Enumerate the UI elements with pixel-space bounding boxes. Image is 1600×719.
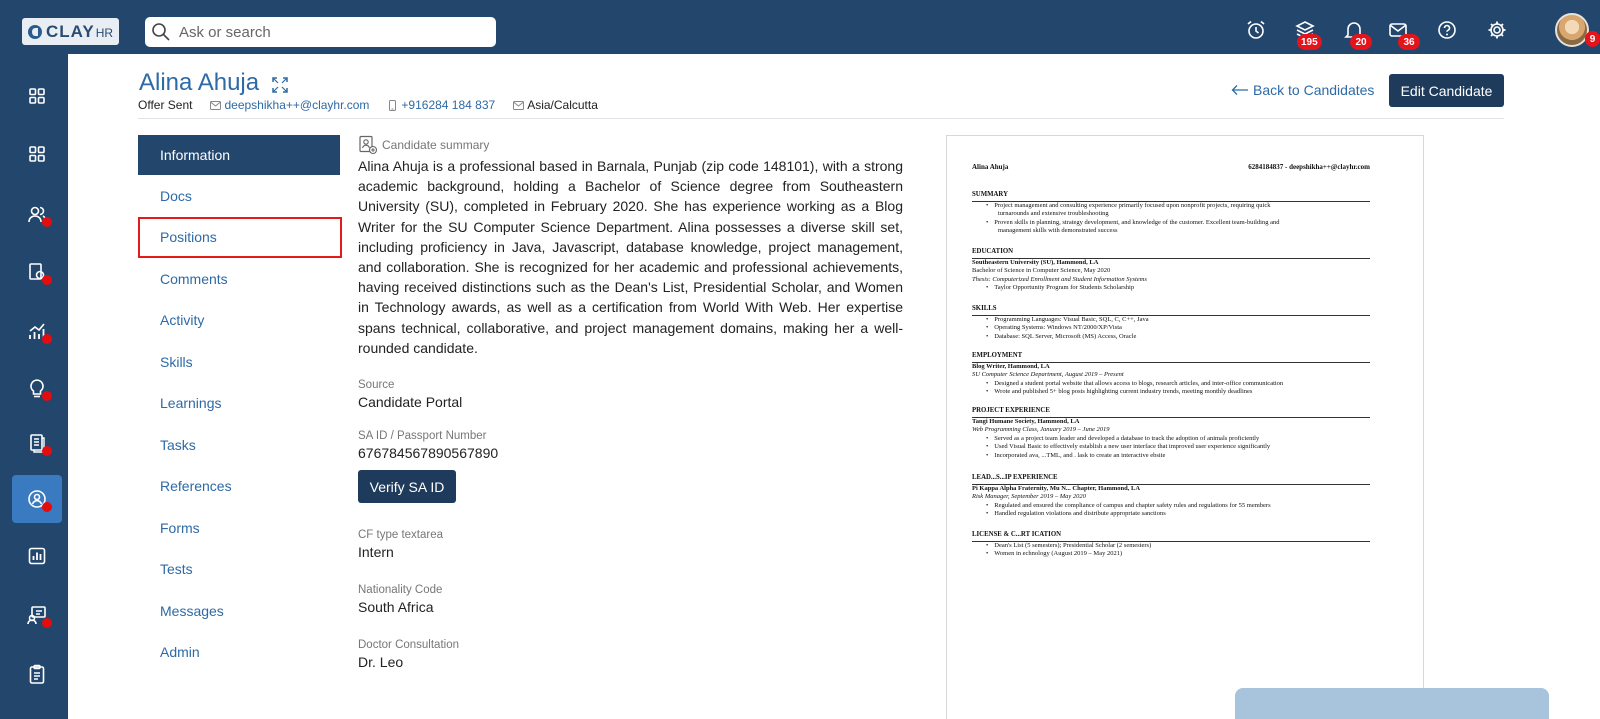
- resume-line: • Taylor Opportunity Program for Students Scholarship: [972, 284, 1370, 293]
- field-label: Doctor Consultation: [358, 639, 459, 652]
- resume-line: • Project management and consulting experience primarily focused upon nonprofit projects, requiring quick: [972, 202, 1370, 211]
- help-icon: [1436, 19, 1458, 41]
- notification-dot: [42, 391, 52, 401]
- notifications-badge: 20: [1350, 34, 1372, 50]
- candidate-subnav: [138, 135, 340, 673]
- resume-education-section: [972, 248, 1370, 293]
- resume-line: • Wrote and published 5+ blog posts highlighting current industry trends, meeting monthly deadlines: [972, 388, 1370, 397]
- sidebar-item-analytics[interactable]: [12, 307, 62, 355]
- nationality-field: [358, 584, 903, 615]
- email-link[interactable]: deepshikha++@clayhr.com: [224, 98, 370, 112]
- back-to-candidates-link[interactable]: [1231, 82, 1374, 98]
- doctor-field: [358, 639, 903, 670]
- reports-icon: [26, 545, 48, 567]
- resume-line: Bachelor of Science in Computer Science, May 2020: [972, 267, 1111, 275]
- tasks-badge: 195: [1297, 34, 1322, 50]
- resume-line: • Handled regulation violations and distribute appropriate sanctions: [972, 510, 1370, 519]
- summary-heading: [358, 135, 903, 155]
- alarm-clock-button[interactable]: [1243, 17, 1269, 43]
- resume-line: • Programming Languages: Visual Basic, SQL, C, C++, Java: [972, 316, 1370, 325]
- resume-line: • Database: SQL Server, Microsoft (MS) Access, Oracle: [972, 333, 1370, 342]
- resume-line: • Designed a student portal website that allows access to blogs, research articles, and inter-office communication: [972, 380, 1370, 389]
- clayhr-logo[interactable]: [22, 18, 119, 45]
- resume-header: [972, 163, 1370, 172]
- resume-section-title: EMPLOYMENT: [972, 352, 1370, 363]
- resume-line: turnarounds and extensive troubleshooting: [998, 210, 1109, 218]
- resume-section-title: LEAD...S...IP EXPERIENCE: [972, 474, 1370, 485]
- sidebar-item-interviews[interactable]: [12, 591, 62, 639]
- main-panel: [68, 54, 1600, 719]
- notification-dot: [42, 334, 52, 344]
- resume-contact: 6284184837 - deepshikha++@clayhr.com: [1248, 163, 1370, 171]
- resume-section-title: EDUCATION: [972, 248, 1370, 259]
- notification-dot: [42, 217, 52, 227]
- tab-information[interactable]: Information: [138, 135, 340, 175]
- resume-line: Southeastern University (SU), Hammond, LA: [972, 258, 1099, 266]
- sidebar-item-reports[interactable]: [12, 532, 62, 580]
- back-label: Back to Candidates: [1253, 82, 1375, 98]
- resume-line: Thesis: Computerized Enrollment and Student Information Systems: [972, 275, 1147, 283]
- user-avatar[interactable]: [1555, 13, 1589, 47]
- resume-line: Blog Writer, Hammond, LA: [972, 362, 1050, 370]
- cf-type-field: [358, 529, 903, 560]
- sidebar-item-candidate-search[interactable]: [12, 248, 62, 296]
- resume-section-title: PROJECT EXPERIENCE: [972, 407, 1370, 418]
- tab-admin[interactable]: Admin: [160, 644, 200, 661]
- resume-preview[interactable]: [946, 135, 1424, 719]
- tab-activity[interactable]: Activity: [160, 312, 205, 329]
- settings-button[interactable]: [1484, 17, 1510, 43]
- resume-project-section: [972, 407, 1370, 461]
- field-value: Intern: [358, 544, 394, 561]
- resume-license-section: [972, 531, 1370, 559]
- resume-line: • Operating Systems: Windows NT/2000/XP/Vista: [972, 324, 1370, 333]
- logo-suffix: HR: [95, 26, 114, 40]
- resume-line: SU Computer Science Department, August 2019 – Present: [972, 371, 1124, 379]
- resume-skills-section: [972, 305, 1370, 341]
- clipboard-icon: [26, 663, 48, 685]
- sidebar-item-candidates[interactable]: [12, 475, 62, 523]
- search-input[interactable]: [179, 24, 479, 41]
- sidebar-item-people[interactable]: [12, 190, 62, 238]
- top-bar: [0, 0, 1600, 54]
- logo-mark-icon: [28, 25, 42, 39]
- resume-line: • Regulated and ensured the compliance of campus and chapter safety rules and regulations for 55 members: [972, 502, 1370, 511]
- notification-dot: [42, 446, 52, 456]
- tab-skills[interactable]: Skills: [160, 353, 193, 370]
- resume-line: • Incorporated ava, ...TML, and . lask to create an interactive ebsite: [972, 452, 1370, 461]
- mail-icon: [210, 100, 221, 111]
- resume-line: Tangi Humane Society, Hammond, LA: [972, 417, 1080, 425]
- tab-tests[interactable]: Tests: [160, 561, 193, 578]
- resume-line: Web Programming Class, January 2019 – June 2019: [972, 426, 1110, 434]
- resume-line: • Dean's List (5 semesters); Presidential Scholar (2 semesters): [972, 542, 1370, 551]
- resume-line: Risk Manager, September 2019 – May 2020: [972, 493, 1086, 501]
- information-content: [358, 135, 903, 670]
- field-label: CF type textarea: [358, 529, 444, 542]
- candidate-summary-text: Alina Ahuja is a professional based in Barnala, Punjab (zip code 148101), with a strong academic background, holding a Bachelor of Science degree from Southeastern University (SU), completed in February 2020. She has experience working as a Blog Writer for the SU Computer Science Department. Alina possesses a diverse skill set, including proficiency in Java, Javascript, database knowledge, project management, and collaboration. She is recognized for her academic and professional achievements, having received distinctions such as the Dean's List, Presidential Scholar, and Women in Technology awards, as well as a certification from World With Web. Her expertise spans technical, collaborative, and project management domains, making her a well-rounded candidate.: [358, 158, 903, 356]
- field-label: Nationality Code: [358, 584, 443, 597]
- resume-section-title: SKILLS: [972, 305, 1370, 316]
- resume-name: Alina Ahuja: [972, 163, 1009, 171]
- tab-learnings[interactable]: Learnings: [160, 395, 222, 412]
- field-value: South Africa: [358, 599, 434, 616]
- arrow-left-icon: [1231, 84, 1249, 96]
- field-label: Source: [358, 379, 395, 392]
- chat-widget-tab[interactable]: [1235, 688, 1549, 719]
- gear-icon: [1486, 19, 1508, 41]
- tab-forms[interactable]: Forms: [160, 519, 200, 536]
- tab-references[interactable]: References: [160, 478, 232, 495]
- resume-section-title: LICENSE & C...RT ICATION: [972, 531, 1370, 542]
- sidebar-item-documents[interactable]: [12, 419, 62, 467]
- messages-badge: 36: [1398, 34, 1420, 50]
- resume-line: • Proven skills in planning, strategy development, and knowledge of the customer. Excellent team-building and: [972, 219, 1370, 228]
- summary-heading-label: Candidate summary: [382, 138, 490, 152]
- resume-line: management skills with demonstrated success: [998, 227, 1118, 235]
- source-field: [358, 379, 903, 410]
- expand-icon[interactable]: [271, 76, 289, 94]
- search-box[interactable]: [145, 17, 496, 47]
- verify-sa-id-button[interactable]: Verify SA ID: [358, 470, 456, 503]
- resume-line: • Women in echnology (August 2019 – May 2021): [972, 550, 1370, 559]
- resume-summary-section: [972, 191, 1370, 236]
- sidebar-item-dashboard[interactable]: [12, 72, 62, 120]
- avatar-badge: 9: [1585, 31, 1600, 47]
- field-value: 676784567890567890: [358, 445, 499, 462]
- resume-leadership-section: [972, 474, 1370, 519]
- timezone-icon: [513, 100, 524, 111]
- edit-candidate-button[interactable]: Edit Candidate: [1389, 74, 1504, 107]
- sidebar: [0, 54, 68, 719]
- logo-text: CLAY: [46, 21, 95, 41]
- resume-line: Pi Kappa Alpha Fraternity, Mu N... Chapter, Hammond, LA: [972, 484, 1141, 492]
- field-value: Candidate Portal: [358, 394, 463, 411]
- grid-icon: [26, 85, 48, 107]
- tab-docs[interactable]: Docs: [160, 187, 192, 204]
- field-value: Dr. Leo: [358, 654, 404, 671]
- field-label: SA ID / Passport Number: [358, 430, 487, 443]
- header-divider: [138, 118, 1504, 119]
- notification-dot: [42, 618, 52, 628]
- candidate-meta: [138, 98, 598, 112]
- phone-link[interactable]: +916284 184 837: [401, 98, 496, 112]
- candidate-name: Alina Ahuja: [139, 69, 260, 96]
- tab-positions[interactable]: Positions: [138, 217, 342, 259]
- notification-dot: [42, 502, 52, 512]
- sidebar-item-checklist[interactable]: [12, 650, 62, 698]
- notification-dot: [42, 275, 52, 285]
- resume-line: • Used Visual Basic to effectively establish a new user interface that improved user experience significantly: [972, 443, 1370, 452]
- search-icon: [151, 22, 171, 42]
- sidebar-item-ideas[interactable]: [12, 364, 62, 412]
- ai-summary-icon: [358, 135, 378, 155]
- alarm-clock-icon: [1245, 19, 1267, 41]
- phone-icon: [387, 100, 398, 111]
- resume-line: • Served as a project team leader and developed a database to track the adoption of animals proficiently: [972, 435, 1370, 444]
- grid-icon: [26, 143, 48, 165]
- resume-section-title: SUMMARY: [972, 191, 1370, 202]
- status-label: Offer Sent: [138, 98, 193, 112]
- resume-employment-section: [972, 352, 1370, 397]
- tab-tasks[interactable]: Tasks: [160, 436, 196, 453]
- help-button[interactable]: [1434, 17, 1460, 43]
- timezone-label: Asia/Calcutta: [527, 98, 598, 112]
- tab-comments[interactable]: Comments: [160, 270, 228, 287]
- sa-id-field: [358, 430, 903, 503]
- sidebar-item-apps[interactable]: [12, 130, 62, 178]
- tab-messages[interactable]: Messages: [160, 602, 224, 619]
